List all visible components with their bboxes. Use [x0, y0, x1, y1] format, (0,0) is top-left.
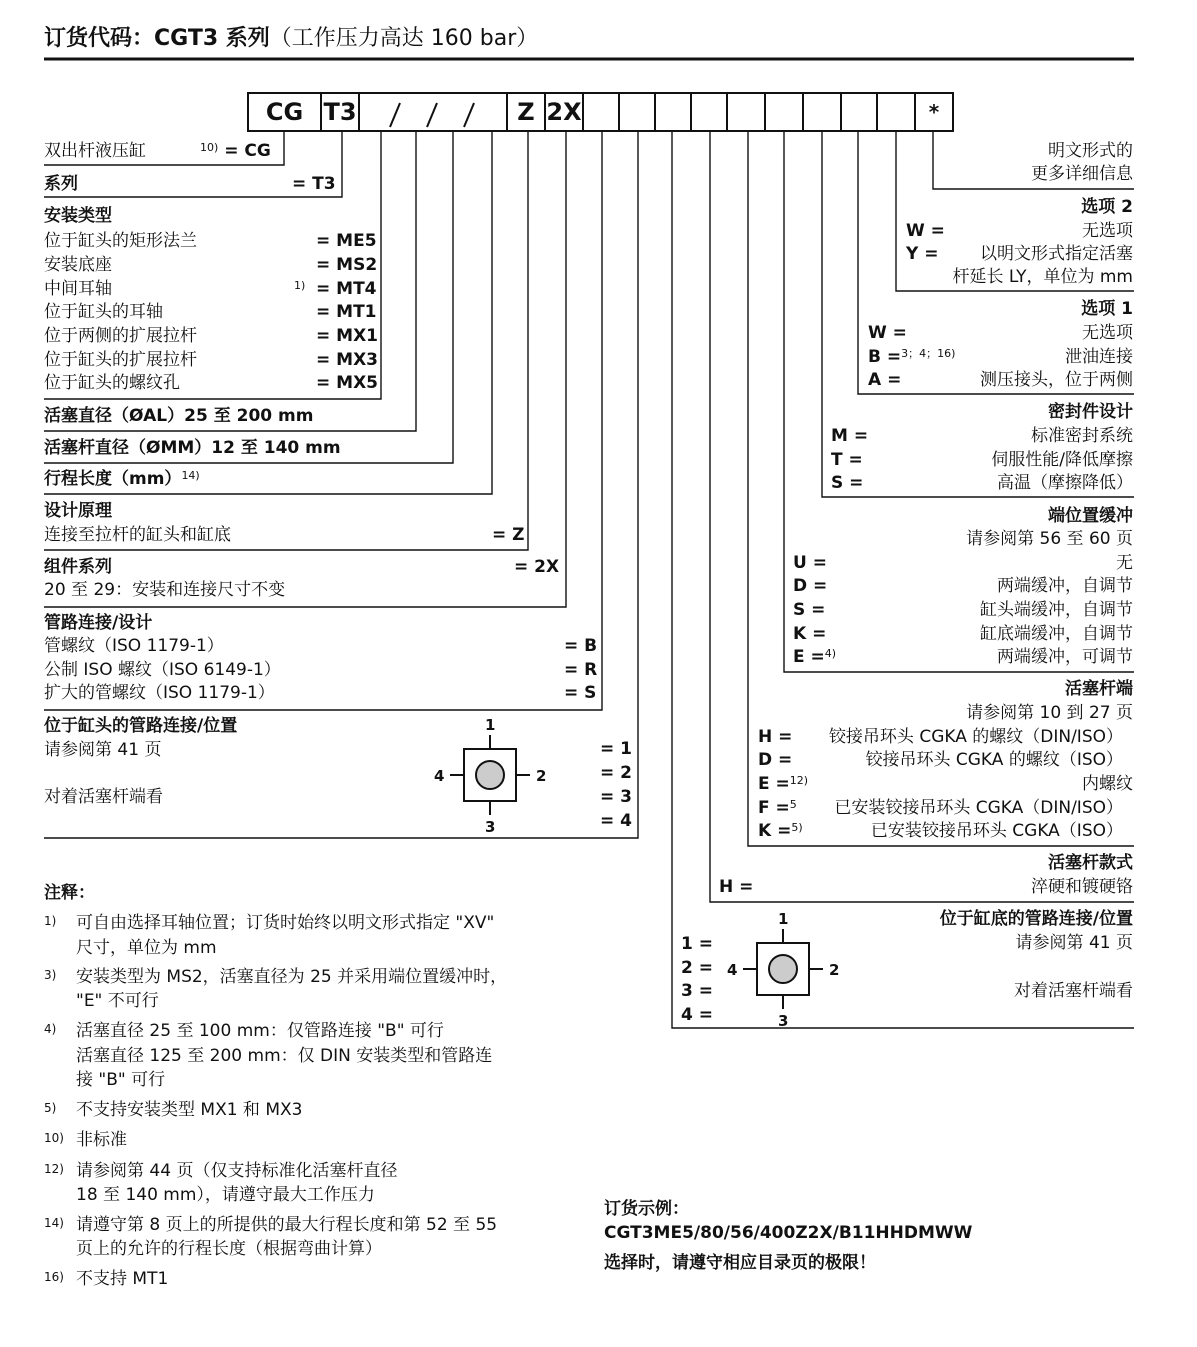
code-box-blank — [726, 92, 766, 132]
option1-key: B =$^{3;4;16)}$ — [868, 347, 956, 367]
seal-label: 标准密封系统 — [1031, 426, 1133, 446]
note-number: 16) — [44, 1270, 64, 1284]
mounting-value: = MX1 — [316, 326, 379, 346]
code-box-blank — [802, 92, 842, 132]
note-line: 非标准 — [76, 1130, 127, 1150]
cushion-label: 两端缓冲，自调节 — [997, 576, 1133, 596]
note-line: 18 至 140 mm），请遵守最大工作压力 — [76, 1185, 375, 1205]
note-line: 活塞直径 25 至 100 mm：仅管路连接 "B" 可行 — [76, 1021, 444, 1041]
example-heading: 订货示例： — [604, 1199, 689, 1219]
note-line: 请参阅第 44 页（仅支持标准化活塞杆直径 — [76, 1161, 398, 1181]
cushion-key: S = — [793, 600, 826, 620]
rod-end-key: D = — [758, 750, 793, 770]
bottom-port-pos-4: 4 — [727, 961, 738, 979]
cushion-key: U = — [793, 553, 827, 573]
seal-label: 高温（摩擦降低） — [997, 473, 1133, 493]
code-box-2x: 2X — [544, 92, 584, 132]
mounting-value: = MT4 — [316, 279, 377, 299]
note-line: "E" 不可行 — [76, 991, 159, 1011]
pipe-value: = B — [564, 636, 598, 656]
plain-text-line: 更多详细信息 — [1031, 164, 1133, 184]
cushion-heading: 端位置缓冲 — [1048, 506, 1133, 526]
option1-heading: 选项 1 — [1081, 299, 1133, 319]
notes-heading: 注释： — [44, 883, 95, 903]
rod-end-key: E =$^{12)}$ — [758, 774, 809, 794]
option1-label: 无选项 — [1082, 323, 1133, 343]
component-heading: 组件系列 — [44, 557, 112, 577]
rod-style-key: H = — [719, 877, 754, 897]
series-label: 系列 — [44, 174, 78, 194]
cushion-label: 缸底端缓冲，自调节 — [980, 624, 1133, 644]
head-port-value: = 2 — [600, 763, 632, 783]
bottom-port-pos-2: 2 — [829, 961, 840, 979]
note-line: 不支持安装类型 MX1 和 MX3 — [76, 1100, 303, 1120]
rod-end-ref: 请参阅第 10 到 27 页 — [966, 703, 1133, 723]
pipe-heading: 管路连接/设计 — [44, 613, 153, 633]
cg-value: $^{10)}$ = CG — [200, 141, 271, 161]
rod-end-label: 已安装铰接吊环头 CGKA（DIN/ISO） — [834, 798, 1123, 818]
title-main: 订货代码：CGT3 系列 — [44, 26, 270, 51]
mounting-label: 位于缸头的螺纹孔 — [44, 373, 180, 393]
note-line: 安装类型为 MS2，活塞直径为 25 并采用端位置缓冲时， — [76, 967, 508, 987]
mounting-value: = MT1 — [316, 302, 377, 322]
rod-style-heading: 活塞杆款式 — [1048, 853, 1133, 873]
rod-end-heading: 活塞杆端 — [1065, 679, 1133, 699]
code-box-blank — [840, 92, 878, 132]
bottom-port-value: 1 = — [681, 934, 713, 954]
rod-diameter: 活塞杆直径（ØMM）12 至 140 mm — [44, 438, 341, 458]
seal-key: T = — [831, 450, 863, 470]
seal-label: 伺服性能/降低摩擦 — [991, 450, 1133, 470]
stroke-length: 行程长度（mm）$^{14)}$ — [44, 469, 200, 489]
cg-label: 双出杆液压缸 — [44, 141, 146, 161]
rod-end-label: 内螺纹 — [1082, 774, 1133, 794]
example-code: CGT3ME5/80/56/400Z2X/B11HHDMWW — [604, 1223, 973, 1243]
seal-key: S = — [831, 473, 864, 493]
pipe-value: = R — [564, 660, 598, 680]
component-value: = 2X — [514, 557, 560, 577]
mounting-value: = MX5 — [316, 373, 379, 393]
pipe-value: = S — [564, 683, 597, 703]
component-label: 20 至 29：安装和连接尺寸不变 — [44, 580, 286, 600]
head-port-pos-3: 3 — [485, 818, 496, 836]
mounting-label: 中间耳轴 — [44, 279, 112, 299]
cushion-ref: 请参阅第 56 至 60 页 — [966, 529, 1133, 549]
code-box-blank — [690, 92, 728, 132]
option1-key: A = — [868, 370, 902, 390]
note-number: 1) — [44, 914, 57, 928]
code-box-blank — [654, 92, 692, 132]
cushion-key: E =$^{4)}$ — [793, 647, 837, 667]
cushion-label: 无 — [1116, 553, 1133, 573]
option1-label: 泄油连接 — [1065, 347, 1133, 367]
code-box-blank — [876, 92, 916, 132]
head-port-value: = 3 — [600, 787, 632, 807]
bottom-port-value: 3 = — [681, 981, 713, 1001]
rod-end-key: H = — [758, 727, 793, 747]
cushion-key: D = — [793, 576, 828, 596]
note-number: 4) — [44, 1022, 57, 1036]
option2-label: 无选项 — [1082, 221, 1133, 241]
pipe-label: 公制 ISO 螺纹（ISO 6149-1） — [44, 660, 281, 680]
design-value: = Z — [492, 525, 525, 545]
bottom-port-view: 对着活塞杆端看 — [1014, 981, 1133, 1001]
bottom-port-heading: 位于缸底的管路连接/位置 — [939, 909, 1133, 929]
design-label: 连接至拉杆的缸头和缸底 — [44, 525, 231, 545]
head-port-pos-1: 1 — [485, 716, 496, 734]
mounting-label: 位于缸头的扩展拉杆 — [44, 350, 197, 370]
rod-end-key: K =$^{5)}$ — [758, 821, 803, 841]
option2-heading: 选项 2 — [1081, 197, 1133, 217]
bottom-port-diagram — [743, 929, 823, 1009]
rod-end-label: 铰接吊环头 CGKA 的螺纹（ISO） — [865, 750, 1123, 770]
cushion-key: K = — [793, 624, 827, 644]
bottom-port-value: 2 = — [681, 958, 713, 978]
code-box-slashes — [358, 92, 508, 132]
code-box-t3: T3 — [320, 92, 360, 132]
option1-key: W = — [868, 323, 907, 343]
rod-style-label: 淬硬和镀硬铬 — [1031, 877, 1133, 897]
seal-key: M = — [831, 426, 869, 446]
plain-text-line: 明文形式的 — [1048, 141, 1133, 161]
code-box-blank — [582, 92, 620, 132]
head-port-diagram — [450, 735, 530, 815]
note-number: 5) — [44, 1101, 57, 1115]
code-box-cg: CG — [247, 92, 322, 132]
note-number: 12) — [44, 1162, 64, 1176]
option2-extra: 杆延长 LY，单位为 mm — [952, 267, 1133, 287]
rod-end-key: F =$^5$ — [758, 798, 797, 818]
bottom-port-value: 4 = — [681, 1005, 713, 1025]
head-port-pos-2: 2 — [536, 767, 547, 785]
rod-end-label: 铰接吊环头 CGKA 的螺纹（DIN/ISO） — [828, 727, 1123, 747]
option2-key: W = — [906, 221, 945, 241]
option2-label: 以明文形式指定活塞 — [980, 244, 1133, 264]
note-number: 14) — [44, 1216, 64, 1230]
mounting-value: = MS2 — [316, 255, 378, 275]
mounting-label: 位于缸头的矩形法兰 — [44, 231, 197, 251]
example-note: 选择时，请遵守相应目录页的极限！ — [604, 1253, 876, 1273]
design-heading: 设计原理 — [44, 501, 112, 521]
note-line: 活塞直径 125 至 200 mm：仅 DIN 安装类型和管路连 — [76, 1046, 493, 1066]
code-box-z: Z — [506, 92, 546, 132]
mounting-value: = ME5 — [316, 231, 377, 251]
bottom-port-pos-1: 1 — [778, 910, 789, 928]
cushion-label: 两端缓冲，可调节 — [997, 647, 1133, 667]
pipe-label: 扩大的管螺纹（ISO 1179-1） — [44, 683, 275, 703]
piston-diameter: 活塞直径（ØAL）25 至 200 mm — [44, 406, 314, 426]
head-port-pos-4: 4 — [434, 767, 445, 785]
note-line: 接 "B" 可行 — [76, 1070, 166, 1090]
mounting-label: 位于两侧的扩展拉杆 — [44, 326, 197, 346]
bottom-port-pos-3: 3 — [778, 1012, 789, 1030]
mounting-label: 安装底座 — [44, 255, 112, 275]
mounting-value: = MX3 — [316, 350, 379, 370]
head-port-view: 对着活塞杆端看 — [44, 787, 163, 807]
note-line: 页上的允许的行程长度（根据弯曲计算） — [76, 1239, 382, 1259]
head-port-heading: 位于缸头的管路连接/位置 — [44, 716, 238, 736]
pipe-label: 管螺纹（ISO 1179-1） — [44, 636, 224, 656]
code-box-asterisk: * — [914, 92, 954, 132]
rod-end-label: 已安装铰接吊环头 CGKA（ISO） — [870, 821, 1123, 841]
option2-key: Y = — [906, 244, 939, 264]
series-value: = T3 — [292, 174, 336, 194]
seal-heading: 密封件设计 — [1048, 402, 1133, 422]
title-sub: （工作压力高达 160 bar） — [269, 26, 539, 51]
mounting-heading: 安装类型 — [44, 206, 112, 226]
note-line: 请遵守第 8 页上的所提供的最大行程长度和第 52 至 55 — [76, 1215, 498, 1235]
cushion-label: 缸头端缓冲，自调节 — [980, 600, 1133, 620]
code-box-blank — [618, 92, 656, 132]
head-port-value: = 1 — [600, 739, 632, 759]
mounting-label: 位于缸头的耳轴 — [44, 302, 163, 322]
note-number: 3) — [44, 968, 57, 982]
bottom-port-ref: 请参阅第 41 页 — [1015, 933, 1133, 953]
mounting-sup: 1) — [294, 279, 306, 292]
option1-label: 测压接头，位于两侧 — [980, 370, 1133, 390]
head-port-ref: 请参阅第 41 页 — [44, 740, 162, 760]
code-box-blank — [764, 92, 804, 132]
note-line: 可自由选择耳轴位置；订货时始终以明文形式指定 "XV" — [76, 913, 495, 933]
head-port-value: = 4 — [600, 811, 632, 831]
note-line: 不支持 MT1 — [76, 1269, 169, 1289]
note-line: 尺寸，单位为 mm — [76, 938, 217, 958]
note-number: 10) — [44, 1131, 64, 1145]
